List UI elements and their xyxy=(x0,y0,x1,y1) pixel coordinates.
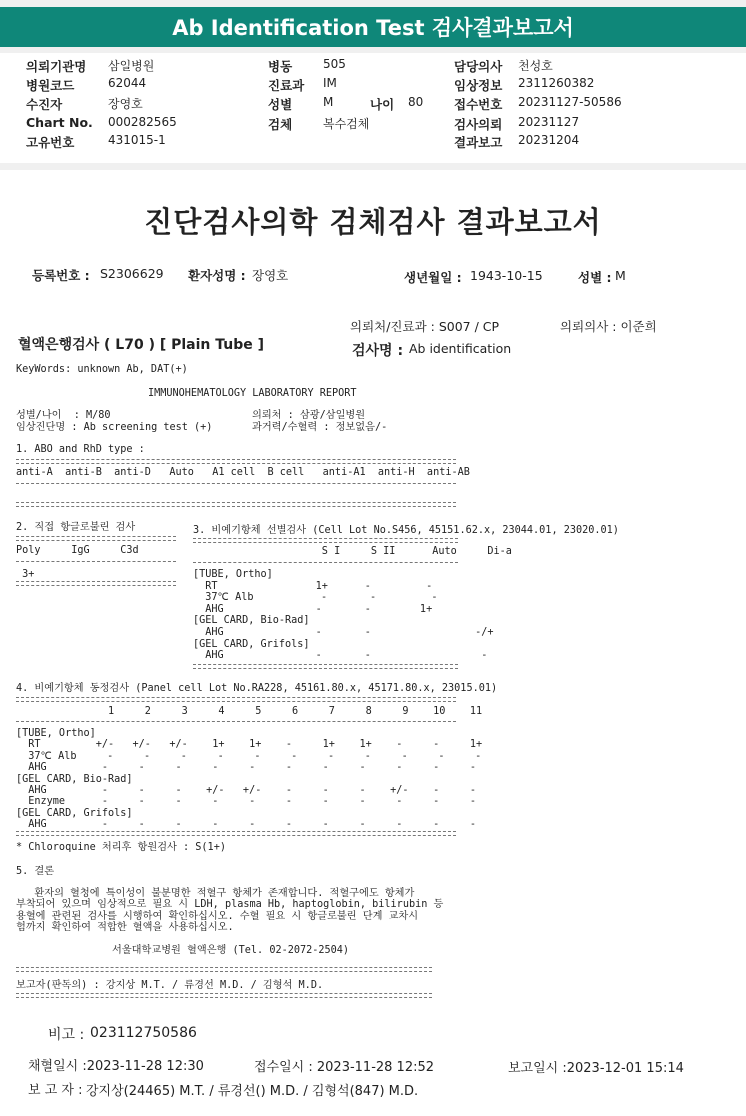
sex-value: M xyxy=(323,95,334,109)
conclusion-line: 용혈에 관련된 검사를 시행하여 확인하십시오. 수혈 필요 시 항글로불린 단계 교차시 xyxy=(16,910,419,922)
referring-doctor: 의뢰의사 : 이준희 xyxy=(560,319,657,334)
divider xyxy=(16,581,176,586)
department-value: IM xyxy=(323,76,337,90)
history-line: 과거력/수혈력 : 정보없음/- xyxy=(252,422,388,433)
exam-name-value: Ab identification xyxy=(409,341,512,356)
screening-columns: S I S II Auto Di-a xyxy=(193,546,512,557)
specimen-label: 검체 xyxy=(268,117,293,132)
request-info-panel xyxy=(0,53,746,163)
note-label: 비고 : xyxy=(48,1027,85,1043)
patient-name-value: 장영호 xyxy=(252,268,289,283)
conclusion-line: 환자의 혈청에 특이성이 불분명한 적혈구 항체가 존재합니다. 적혈구에도 항체가 xyxy=(16,888,415,899)
panel-row: AHG - - - +/- +/- - - - +/- - - xyxy=(16,785,477,796)
screening-row: RT 1+ - - xyxy=(193,580,433,592)
physician-value: 천성호 xyxy=(518,59,553,73)
report-sex-value: M xyxy=(615,268,626,283)
conclusion-line: 험까지 확인하여 적합한 혈액을 사용하십시오. xyxy=(16,922,234,934)
hospital-name-label: 의뢰기관명 xyxy=(26,59,87,74)
divider xyxy=(16,483,456,484)
receipt-no-value: 20231127-50586 xyxy=(518,95,622,109)
reg-no-label: 등록번호 : xyxy=(32,268,90,283)
panel-row: 37℃ Alb - - - - - - - - - - - xyxy=(16,750,482,762)
patient-name-label: 환자성명 : xyxy=(188,268,246,283)
divider xyxy=(16,831,456,836)
divider xyxy=(16,967,432,972)
section-5-title: 5. 결론 xyxy=(16,866,55,877)
age-label: 나이 xyxy=(370,97,395,112)
divider xyxy=(193,538,458,543)
report-time: 보고일시 :2023-12-01 15:14 xyxy=(508,1061,684,1076)
section-1-title: 1. ABO and RhD type : xyxy=(16,444,145,455)
screening-row: AHG - - 1+ xyxy=(193,603,433,615)
clinical-info-value: 2311260382 xyxy=(518,76,595,90)
chart-no-label: Chart No. xyxy=(26,115,93,130)
request-date-value: 20231127 xyxy=(518,115,580,129)
request-date-label: 검사의뢰 xyxy=(454,117,503,132)
panel-row: AHG - - - - - - - - - - - xyxy=(16,762,477,774)
screening-row: 37℃ Alb - - - xyxy=(193,592,438,604)
chloroquine-note: * Chloroquine 처리후 항원검사 : S(1+) xyxy=(16,842,226,853)
section-2-title: 2. 직접 항글로불린 검사 xyxy=(16,522,136,533)
dat-columns: Poly IgG C3d xyxy=(16,545,139,556)
sex-label: 성별 xyxy=(268,97,293,112)
divider xyxy=(16,536,176,541)
report-title: 진단검사의학 검체검사 결과보고서 xyxy=(144,205,602,239)
unique-no-label: 고유번호 xyxy=(26,135,75,150)
ward-label: 병동 xyxy=(268,59,293,74)
divider xyxy=(193,562,458,563)
hospital-name-value: 삼일병원 xyxy=(108,59,155,73)
dob-value: 1943-10-15 xyxy=(470,268,543,283)
exam-name-label: 검사명 : xyxy=(352,343,404,359)
physician-label: 담당의사 xyxy=(454,59,503,74)
patient-value: 장영호 xyxy=(108,97,143,111)
divider xyxy=(16,459,456,464)
sex-age-line: 성별/나이 : M/80 xyxy=(16,410,111,421)
screening-row: [TUBE, Ortho] xyxy=(193,569,273,580)
conclusion-line: 부착되어 있으며 임상적으로 필요 시 LDH, plasma Hb, haptoglobin, bilirubin 등 xyxy=(16,899,444,911)
dat-values: 3+ xyxy=(16,569,35,580)
dob-label: 생년월일 : xyxy=(404,270,462,285)
age-value: 80 xyxy=(408,95,424,109)
report-sex-label: 성별 : xyxy=(578,270,612,285)
panel-row: AHG - - - - - - - - - - - xyxy=(16,819,477,831)
lab-report-header: IMMUNOHEMATOLOGY LABORATORY REPORT xyxy=(148,388,357,399)
ward-value: 505 xyxy=(323,57,346,71)
reg-no-value: S2306629 xyxy=(100,266,164,281)
screening-row: [GEL CARD, Bio-Rad] xyxy=(193,615,310,627)
panel-row: [TUBE, Ortho] xyxy=(16,728,96,739)
divider xyxy=(16,721,456,722)
screening-row: [GEL CARD, Grifols] xyxy=(193,638,310,650)
panel-columns: 1 2 3 4 5 6 7 8 9 10 11 xyxy=(16,706,483,717)
keywords: KeyWords: unknown Ab, DAT(+) xyxy=(16,364,188,375)
clinical-info-label: 임상정보 xyxy=(454,78,503,93)
divider xyxy=(16,697,456,702)
report-banner-title: Ab Identification Test 검사결과보고서 xyxy=(0,7,746,47)
patient-label: 수진자 xyxy=(26,97,63,112)
reading-physicians: 보고자(판독의) : 강지상 M.T. / 류경선 M.D. / 김형석 M.D. xyxy=(16,980,324,991)
hospital-code-value: 62044 xyxy=(108,76,147,90)
department-label: 진료과 xyxy=(268,78,305,93)
panel-row: [GEL CARD, Grifols] xyxy=(16,807,133,819)
diagnosis-line: 임상진단명 : Ab screening test (+) xyxy=(16,422,213,433)
panel-row: Enzyme - - - - - - - - - - - xyxy=(16,796,477,808)
abo-rhd-columns: anti-A anti-B anti-D Auto A1 cell B cell anti-A1 anti-H anti-AB xyxy=(16,467,470,478)
divider xyxy=(16,502,456,507)
section-3-title: 3. 비예기항체 선별검사 (Cell Lot No.S456, 45151.62.x, 23044.01, 23020.01) xyxy=(193,525,619,536)
lab-report-document xyxy=(0,170,746,1116)
referrer-line: 의뢰처 : 삼광/삼일병원 xyxy=(252,410,366,421)
blood-bank-contact: 서울대학교병원 혈액은행 (Tel. 02-2072-2504) xyxy=(112,945,350,956)
note-value: 023112750586 xyxy=(90,1025,197,1041)
receipt-time: 접수일시 : 2023-11-28 12:52 xyxy=(254,1060,435,1075)
panel-row: RT +/- +/- +/- 1+ 1+ - 1+ 1+ - - 1+ xyxy=(16,739,483,751)
screening-row: AHG - - - xyxy=(193,650,488,662)
exam-title: 혈액은행검사 ( L70 ) [ Plain Tube ] xyxy=(18,337,265,353)
section-4-title: 4. 비예기항체 동정검사 (Panel cell Lot No.RA228, 45161.80.x, 45171.80.x, 23015.01) xyxy=(16,683,498,694)
reporter-value: 강지상(24465) M.T. / 류경선() M.D. / 김형석(847) M.D. xyxy=(86,1084,419,1099)
collection-time: 채혈일시 :2023-11-28 12:30 xyxy=(28,1059,204,1074)
unique-no-value: 431015-1 xyxy=(108,133,166,147)
result-date-value: 20231204 xyxy=(518,133,580,147)
result-date-label: 결과보고 xyxy=(454,135,503,150)
screening-row: AHG - - -/+ xyxy=(193,627,494,638)
hospital-code-label: 병원코드 xyxy=(26,78,75,93)
referring-dept: 의뢰처/진료과 : S007 / CP xyxy=(350,319,500,334)
divider xyxy=(16,993,432,998)
receipt-no-label: 접수번호 xyxy=(454,97,503,112)
chart-no-value: 000282565 xyxy=(108,115,177,129)
divider xyxy=(193,664,458,669)
divider xyxy=(16,561,176,562)
reporter-label: 보 고 자 : xyxy=(28,1083,83,1098)
panel-row: [GEL CARD, Bio-Rad] xyxy=(16,773,133,785)
specimen-value: 복수검체 xyxy=(323,117,370,131)
